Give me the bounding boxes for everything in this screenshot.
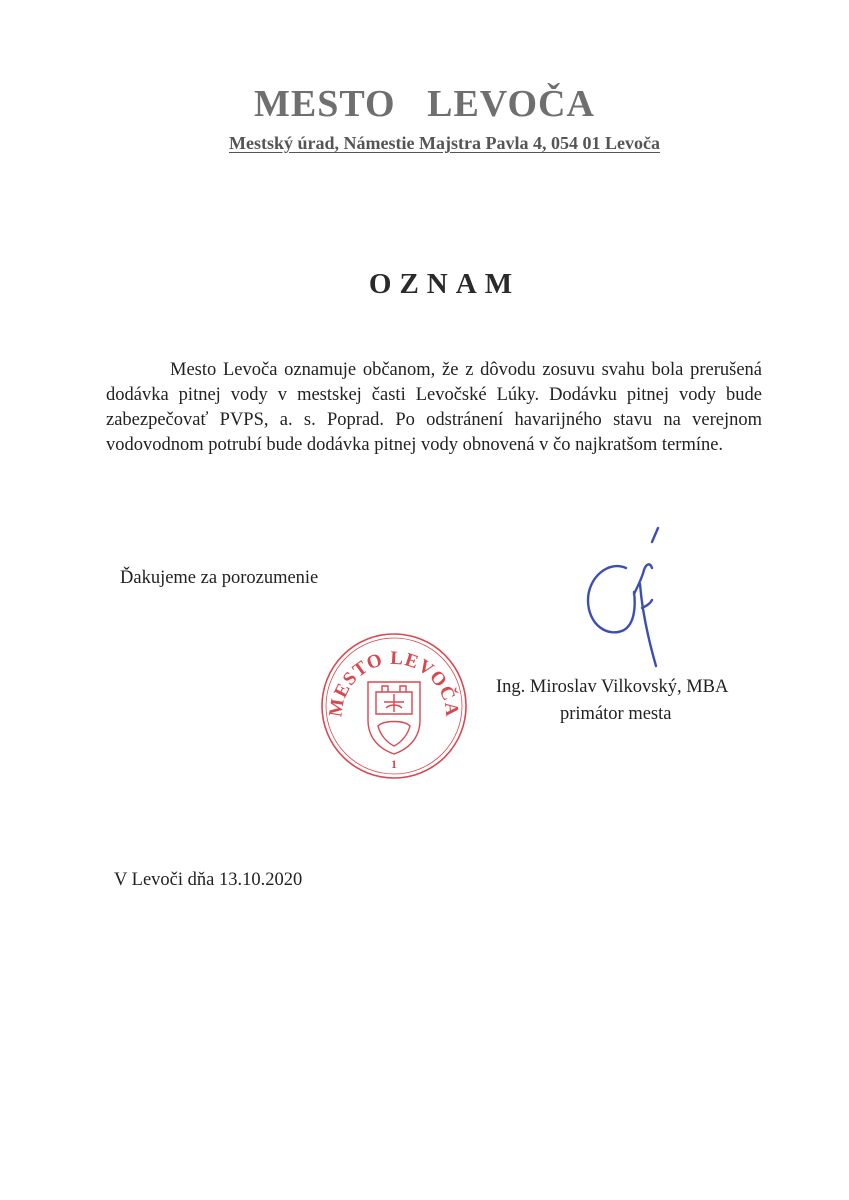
signer-role: primátor mesta bbox=[560, 704, 672, 724]
signer-name: Ing. Miroslav Vilkovský, MBA bbox=[496, 677, 729, 697]
document-heading: OZNAM bbox=[368, 268, 521, 300]
notice-body: Mesto Levoča oznamuje občanom, že z dôvodu zosuvu svahu bola prerušená dodávka pitnej vody v mestskej časti Levočské Lúky. Dodávku pitnej vody bude zabezpečovať PVPS, a. s. Poprad. Po odstránení havarijného stavu na verejnom vodovodnom potrubí bude dodávka pitnej vody obnovená v čo najkratšom termíne. bbox=[106, 360, 762, 455]
handwritten-signature bbox=[578, 520, 668, 670]
official-stamp bbox=[318, 630, 470, 782]
letterhead-address: Mestský úrad, Námestie Majstra Pavla 4, 054 01 Levoča bbox=[229, 133, 660, 153]
thanks-line: Ďakujeme za porozumenie bbox=[120, 568, 319, 588]
date-line: V Levoči dňa 13.10.2020 bbox=[114, 870, 303, 890]
letterhead-title: MESTO LEVOČA bbox=[254, 83, 595, 125]
svg-text:MESTO LEVOČA: MESTO LEVOČA bbox=[325, 647, 463, 719]
stamp-number: 1 bbox=[391, 757, 397, 771]
